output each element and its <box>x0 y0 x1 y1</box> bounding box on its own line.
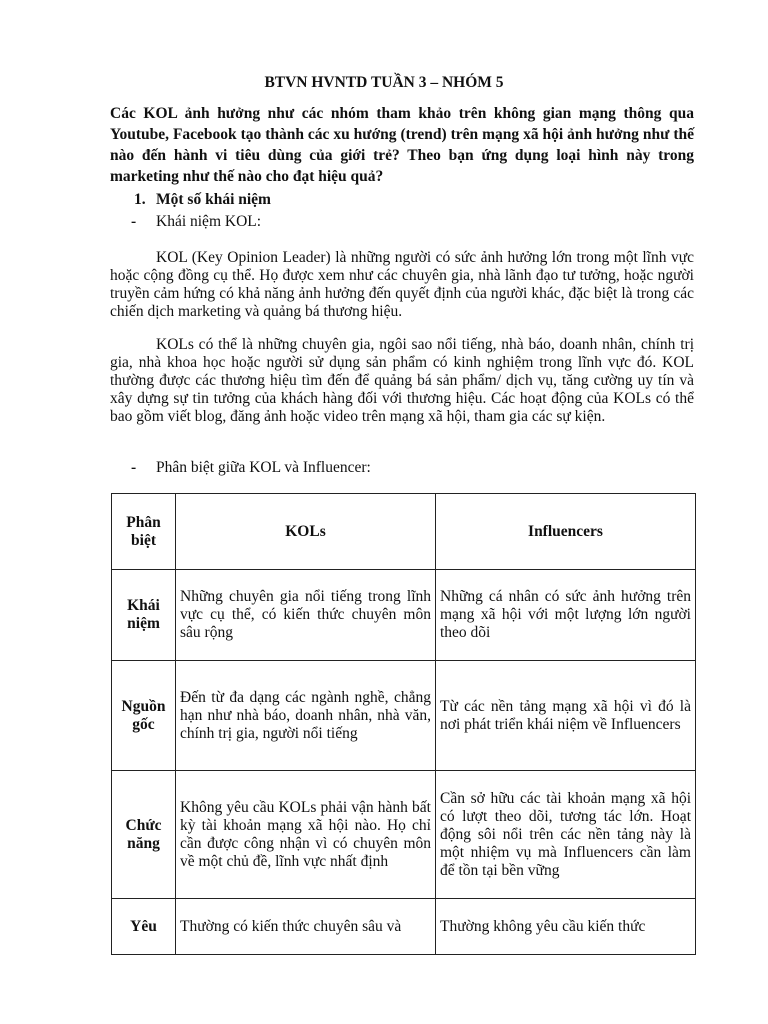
header-criteria: Phân biệt <box>112 494 176 570</box>
bullet-dash: - <box>131 459 137 476</box>
influencer-cell: Cần sở hữu các tài khoản mạng xã hội có lượt theo dõi, tương tác lớn. Hoạt động sôi nổi trên các nền tảng này là một nhiệm vụ mà Influencers cần làm để tồn tại bền vững <box>436 771 696 899</box>
paragraph-kol-definition <box>110 249 694 321</box>
table-row <box>112 771 696 899</box>
kol-cell: Những chuyên gia nổi tiếng trong lĩnh vực cụ thể, có kiến thức chuyên môn sâu rộng <box>176 570 436 661</box>
paragraph-text: KOLs có thể là những chuyên gia, ngôi sao nổi tiếng, nhà báo, doanh nhân, chính trị gia, nhà khoa học hoặc người sử dụng sản phẩm có kinh nghiệm trong lĩnh vực đó. KOL thường được các thương hiệu tìm đến để quảng bá sản phẩm/ dịch vụ, tăng cường uy tín và xây dựng sự tin tưởng của khách hàng đối với thương hiệu. Các hoạt động của KOLs có thể bao gồm viết blog, đăng ảnh hoặc video trên mạng xã hội, tham gia các sự kiện. <box>110 336 694 425</box>
row-label: Yêu <box>112 899 176 955</box>
paragraph-text: KOL (Key Opinion Leader) là những người có sức ảnh hưởng lớn trong một lĩnh vực hoặc cộng đồng cụ thể. Họ được xem như các chuyên gia, nhà lãnh đạo tư tưởng, hoặc người truyền cảm hứng có khả năng ảnh hưởng đến quyết định của người khác, đặc biệt là trong các chiến dịch marketing và quảng bá thương hiệu. <box>110 249 694 320</box>
section-title: Một số khái niệm <box>156 191 271 208</box>
bullet-dash: - <box>131 213 137 230</box>
header-kols: KOLs <box>176 494 436 570</box>
assignment-question: Các KOL ảnh hưởng như các nhóm tham khảo trên không gian mạng thông qua Youtube, Facebook tạo thành các xu hướng (trend) trên mạng xã hội ảnh hưởng như thế nào đến hành vi tiêu dùng của giới trẻ? Theo bạn ứng dụng loại hình này trong marketing như thế nào cho đạt hiệu quả? <box>110 105 694 185</box>
table-header-row <box>112 494 696 570</box>
kol-cell: Thường có kiến thức chuyên sâu và <box>176 899 436 955</box>
section-number: 1. <box>134 191 146 208</box>
bullet-kol-concept <box>131 213 261 231</box>
kol-cell: Không yêu cầu KOLs phải vận hành bất kỳ tài khoản mạng xã hội nào. Họ chỉ cần được công nhận vì có chuyên môn về một chủ đề, lĩnh vực nhất định <box>176 771 436 899</box>
table-row <box>112 661 696 771</box>
influencer-cell: Từ các nền tảng mạng xã hội vì đó là nơi phát triển khái niệm về Influencers <box>436 661 696 771</box>
row-label: Khái niệm <box>112 570 176 661</box>
bullet-text: Phân biệt giữa KOL và Influencer: <box>156 459 371 476</box>
table-row <box>112 899 696 955</box>
bullet-kol-vs-influencer <box>131 459 371 477</box>
paragraph-kol-examples <box>110 336 694 426</box>
row-label: Chức năng <box>112 771 176 899</box>
row-label: Nguồn gốc <box>112 661 176 771</box>
comparison-table <box>111 493 696 955</box>
header-influencers: Influencers <box>436 494 696 570</box>
document-title: BTVN HVNTD TUẦN 3 – NHÓM 5 <box>264 74 504 91</box>
bullet-text: Khái niệm KOL: <box>156 213 262 230</box>
kol-cell: Đến từ đa dạng các ngành nghề, chẳng hạn như nhà báo, doanh nhân, nhà văn, chính trị gia, người nổi tiếng <box>176 661 436 771</box>
section-heading <box>134 191 271 209</box>
table-row <box>112 570 696 661</box>
influencer-cell: Những cá nhân có sức ảnh hưởng trên mạng xã hội với một lượng lớn người theo dõi <box>436 570 696 661</box>
influencer-cell: Thường không yêu cầu kiến thức <box>436 899 696 955</box>
